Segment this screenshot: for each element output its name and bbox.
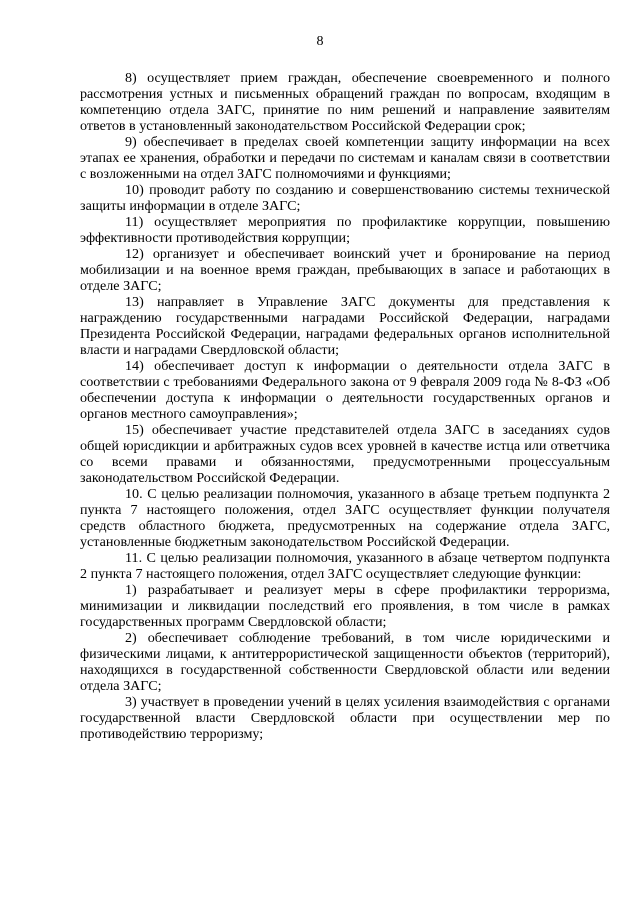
paragraph-subitem-3: 3) участвует в проведении учений в целях усиления взаимодействия с органами государственной власти Свердловской области при осуществлении мер по противодействию терроризму; <box>80 694 610 742</box>
paragraph-clause-10: 10. С целью реализации полномочия, указанного в абзаце третьем подпункта 2 пункта 7 настоящего положения, отдел ЗАГС осуществляет функции получателя средств областного бюджета, предусмотренных на содержание отдела ЗАГС, установленные бюджетным законодательством Российской Федерации. <box>80 486 610 550</box>
paragraph-subitem-1: 1) разрабатывает и реализует меры в сфере профилактики терроризма, минимизации и ликвидации последствий его проявления, в том числе в рамках государственных программ Свердловской области; <box>80 582 610 630</box>
paragraph-clause-11: 11. С целью реализации полномочия, указанного в абзаце четвертом подпункта 2 пункта 7 настоящего положения, отдел ЗАГС осуществляет следующие функции: <box>80 550 610 582</box>
paragraph-item-14: 14) обеспечивает доступ к информации о деятельности отдела ЗАГС в соответствии с требованиями Федерального закона от 9 февраля 2009 года № 8-ФЗ «Об обеспечении доступа к информации о деятельности государственных органов и органов местного самоуправления»; <box>80 358 610 422</box>
document-body <box>80 70 610 742</box>
paragraph-item-13: 13) направляет в Управление ЗАГС документы для представления к награждению государственными наградами Российской Федерации, наградами Президента Российской Федерации, наградами федеральных органов исполнительной власти и наградами Свердловской области; <box>80 294 610 358</box>
paragraph-item-12: 12) организует и обеспечивает воинский учет и бронирование на период мобилизации и на военное время граждан, пребывающих в запасе и работающих в отделе ЗАГС; <box>80 246 610 294</box>
paragraph-item-10: 10) проводит работу по созданию и совершенствованию системы технической защиты информации в отделе ЗАГС; <box>80 182 610 214</box>
paragraph-subitem-2: 2) обеспечивает соблюдение требований, в том числе юридическими и физическими лицами, к антитеррористической защищенности объектов (территорий), находящихся в государственной собственности Свердловской области или ведении отдела ЗАГС; <box>80 630 610 694</box>
paragraph-item-11: 11) осуществляет мероприятия по профилактике коррупции, повышению эффективности противодействия коррупции; <box>80 214 610 246</box>
paragraph-item-15: 15) обеспечивает участие представителей отдела ЗАГС в заседаниях судов общей юрисдикции и арбитражных судов всех уровней в качестве истца или ответчика со всеми правами и обязанностями, предусмотренными процессуальным законодательством Российской Федерации. <box>80 422 610 486</box>
page-number: 8 <box>316 34 324 49</box>
paragraph-item-9: 9) обеспечивает в пределах своей компетенции защиту информации на всех этапах ее хранения, обработки и передачи по системам и каналам связи в соответствии с возложенными на отдел ЗАГС полномочиями и функциями; <box>80 134 610 182</box>
paragraph-item-8: 8) осуществляет прием граждан, обеспечение своевременного и полного рассмотрения устных и письменных обращений граждан по вопросам, входящим в компетенцию отдела ЗАГС, принятие по ним решений и направление заявителям ответов в установленный законодательством Российской Федерации срок; <box>80 70 610 134</box>
